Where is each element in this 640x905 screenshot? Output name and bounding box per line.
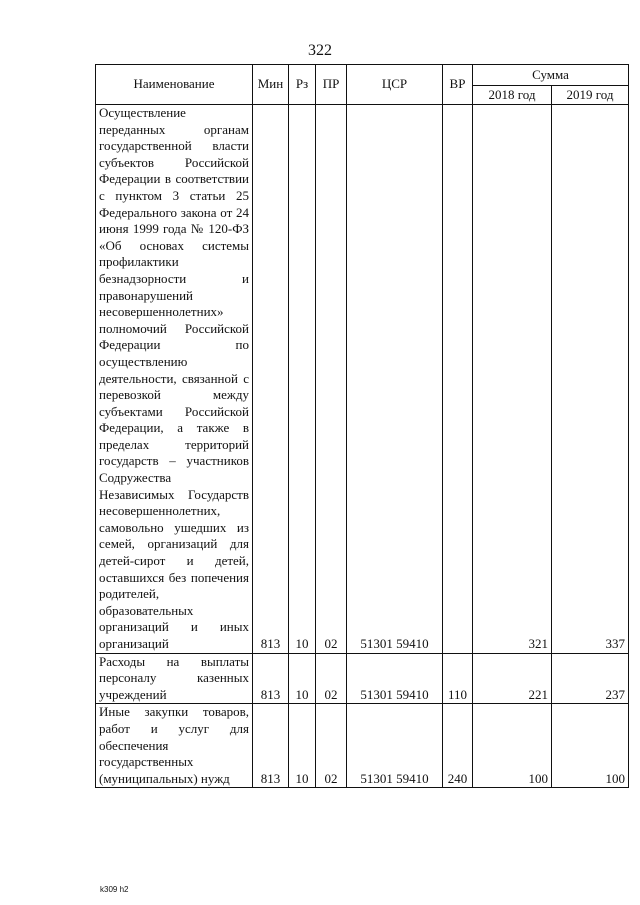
row-2019: 337	[552, 105, 629, 654]
row-name: Осуществление переданных органам государственной власти субъектов Российской Федерации в соответствии с пунктом 3 статьи 25 Федерального закона от 24 июня 1999 года № 120-ФЗ «Об основах системы профилактики безнадзорности и правонарушений несовершеннолетних» полномочий Российской Федерации по осуществлению деятельности, связанной с перевозкой между субъектами Российской Федерации, а также в пределах территорий государств – участников Содружества Независимых Государств несовершеннолетних, самовольно ушедших из семей, организаций для детей-сирот и детей, оставшихся без попечения родителей, образовательных организаций и иных организаций	[96, 105, 253, 654]
table-row	[96, 105, 629, 654]
footer-code: k309 h2	[100, 885, 129, 894]
row-2018: 221	[473, 653, 552, 704]
row-rz: 10	[289, 653, 316, 704]
row-name: Расходы на выплаты персоналу казенных учреждений	[96, 653, 253, 704]
row-2018: 100	[473, 704, 552, 788]
row-2019: 237	[552, 653, 629, 704]
header-csr: ЦСР	[347, 65, 443, 105]
row-min: 813	[253, 105, 289, 654]
header-min: Мин	[253, 65, 289, 105]
row-2018: 321	[473, 105, 552, 654]
row-min: 813	[253, 653, 289, 704]
header-2019: 2019 год	[552, 86, 629, 105]
row-pr: 02	[316, 653, 347, 704]
table-row	[96, 704, 629, 788]
budget-table	[95, 64, 629, 788]
row-name: Иные закупки товаров, работ и услуг для обеспечения государственных (муниципальных) нужд	[96, 704, 253, 788]
row-vr: 110	[443, 653, 473, 704]
page-number: 322	[308, 42, 332, 59]
row-pr: 02	[316, 704, 347, 788]
header-sum: Сумма	[473, 65, 629, 86]
header-name: Наименование	[96, 65, 253, 105]
row-vr	[443, 105, 473, 654]
row-csr: 51301 59410	[347, 105, 443, 654]
row-csr: 51301 59410	[347, 704, 443, 788]
row-rz: 10	[289, 704, 316, 788]
header-2018: 2018 год	[473, 86, 552, 105]
row-csr: 51301 59410	[347, 653, 443, 704]
row-min: 813	[253, 704, 289, 788]
header-vr: ВР	[443, 65, 473, 105]
row-2019: 100	[552, 704, 629, 788]
row-rz: 10	[289, 105, 316, 654]
row-vr: 240	[443, 704, 473, 788]
header-pr: ПР	[316, 65, 347, 105]
row-pr: 02	[316, 105, 347, 654]
header-rz: Рз	[289, 65, 316, 105]
table-row	[96, 653, 629, 704]
